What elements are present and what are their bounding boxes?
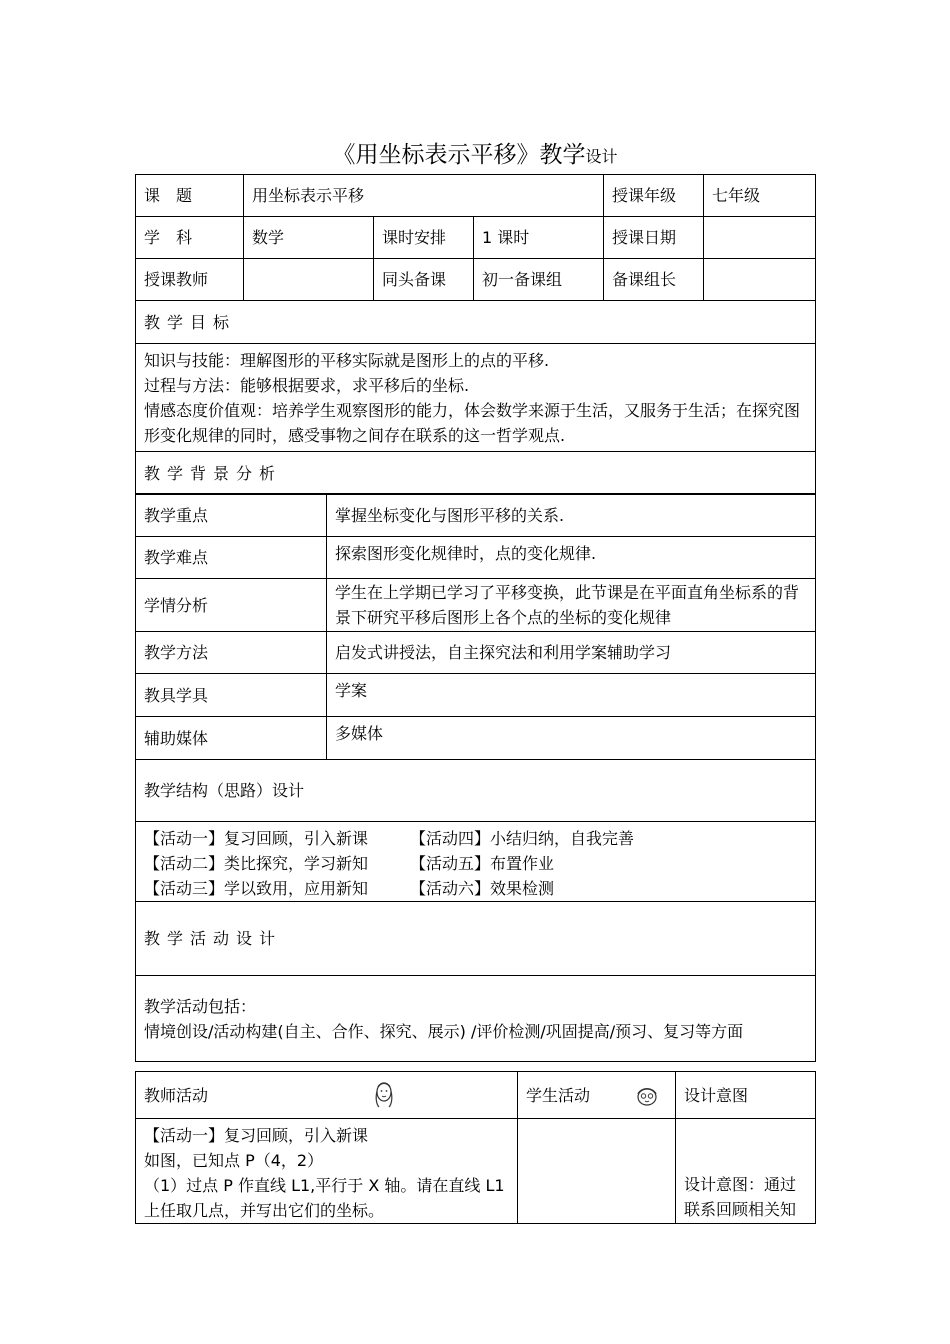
grade-label: 授课年级: [604, 175, 704, 217]
activity-design-heading: 教学活动设计: [136, 902, 816, 976]
leader-label: 备课组长: [604, 259, 704, 301]
teacher-value: [244, 259, 374, 301]
bg-label-difficulty: 教学难点: [136, 537, 327, 579]
activity1-intent: 设计意图：通过联系回顾相关知: [676, 1119, 816, 1224]
bg-label-students: 学情分析: [136, 579, 327, 632]
group-value: 初一备课组: [474, 259, 604, 301]
date-label: 授课日期: [604, 217, 704, 259]
subject-label: 学 科: [136, 217, 244, 259]
goal-knowledge: 知识与技能：理解图形的平移实际就是图形上的点的平移.: [144, 350, 550, 370]
subject-value: 数学: [244, 217, 374, 259]
structure-activity-4: 【活动四】小结归纳，自我完善: [410, 829, 635, 848]
grade-value: 七年级: [704, 175, 816, 217]
bg-label-method: 教学方法: [136, 632, 327, 674]
hours-value: 1 课时: [474, 217, 604, 259]
structure-heading: 教学结构（思路）设计: [136, 760, 816, 822]
teacher-avatar-icon: [373, 1081, 395, 1109]
includes-text: 情境创设/活动构建(自主、合作、探究、展示) /评价检测/巩固提高/预习、复习等方面: [144, 1021, 744, 1041]
structure-activity-6: 【活动六】效果检测: [410, 879, 555, 898]
column-teacher-label: 教师活动: [144, 1085, 209, 1105]
teacher-label: 授课教师: [136, 259, 244, 301]
activity-table: [135, 1071, 816, 1224]
bg-value-students: 学生在上学期已学习了平移变换，此节课是在平面直角坐标系的背景下研究平移后图形上各个点的坐标的变化规律: [327, 579, 816, 632]
activity1-line2: （1）过点 P 作直线 L1,平行于 X 轴。请在直线 L1 上任取几点，并写出它们的坐标。: [144, 1176, 505, 1220]
lesson-info-table: [135, 174, 816, 495]
bg-value-difficulty: 探索图形变化规律时，点的变化规律.: [327, 537, 816, 579]
date-value: [704, 217, 816, 259]
column-intent: 设计意图: [676, 1072, 816, 1119]
group-label: 同头备课: [374, 259, 474, 301]
bg-value-focus: 掌握坐标变化与图形平移的关系.: [327, 494, 816, 537]
bg-label-media: 辅助媒体: [136, 717, 327, 760]
student-avatar-icon: [635, 1085, 659, 1107]
title-main: 《用坐标表示平移》教学: [332, 142, 586, 168]
column-teacher: [136, 1072, 518, 1119]
activity1-teacher: [136, 1119, 518, 1224]
activity1-title: 【活动一】复习回顾，引入新课: [144, 1126, 369, 1145]
title-suffix: 设计: [585, 147, 618, 166]
activity1-line1: 如图，已知点 P（4，2）: [144, 1151, 324, 1170]
activity1-student: [518, 1119, 676, 1224]
background-heading: 教学背景分析: [136, 452, 816, 495]
structure-activity-5: 【活动五】布置作业: [410, 854, 555, 873]
activity-design-includes: [136, 976, 816, 1062]
bg-label-tools: 教具学具: [136, 674, 327, 717]
column-student: [518, 1072, 676, 1119]
goal-process: 过程与方法：能够根据要求，求平移后的坐标.: [144, 375, 470, 395]
document-title: [0, 136, 950, 169]
topic-value: 用坐标表示平移: [244, 175, 604, 217]
background-table: [135, 493, 816, 1062]
includes-label: 教学活动包括：: [144, 996, 257, 1016]
goals-heading: 教学目标: [136, 301, 816, 344]
bg-value-media: 多媒体: [327, 717, 816, 760]
leader-value: [704, 259, 816, 301]
structure-activity-2: 【活动二】类比探究，学习新知: [144, 854, 369, 873]
topic-label: 课 题: [136, 175, 244, 217]
bg-value-method: 启发式讲授法，自主探究法和利用学案辅助学习: [327, 632, 816, 674]
structure-activities: [136, 822, 816, 902]
goals-content: [136, 344, 816, 452]
goal-attitude: 情感态度价值观：培养学生观察图形的能力，体会数学来源于生活，又服务于生活；在探究图形变化规律的同时，感受事物之间存在联系的这一哲学观点.: [144, 400, 801, 445]
structure-activity-1: 【活动一】复习回顾，引入新课: [144, 829, 369, 848]
column-student-label: 学生活动: [526, 1086, 591, 1105]
structure-activity-3: 【活动三】学以致用，应用新知: [144, 879, 369, 898]
hours-label: 课时安排: [374, 217, 474, 259]
bg-value-tools: 学案: [327, 674, 816, 717]
bg-label-focus: 教学重点: [136, 494, 327, 537]
